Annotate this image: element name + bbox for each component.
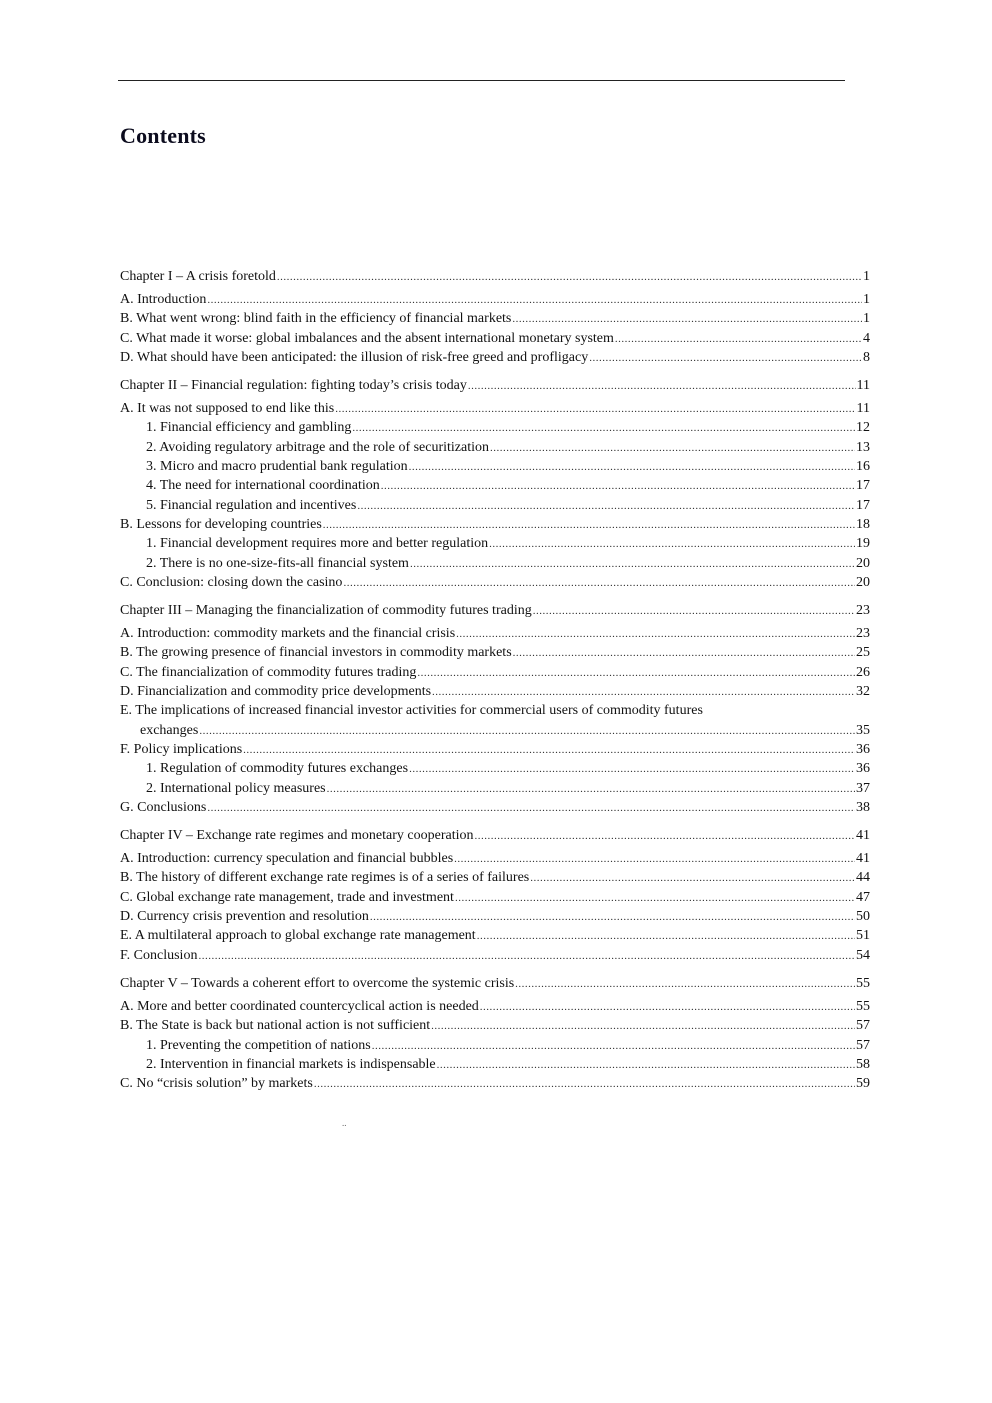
toc-page-number: 20: [856, 574, 870, 590]
toc-label: A. Introduction: [120, 292, 207, 307]
toc-entry[interactable]: [120, 888, 870, 907]
toc-label: E. A multilateral approach to global exchange rate management: [120, 928, 476, 944]
toc-subentry[interactable]: [120, 759, 870, 778]
toc-entry[interactable]: [120, 926, 870, 945]
toc-page-number: 23: [856, 626, 870, 642]
toc-page-number: 11: [856, 378, 870, 394]
toc-entry[interactable]: [120, 573, 870, 592]
dot-leader: [615, 329, 862, 349]
dot-leader: [530, 868, 855, 888]
dot-leader: [454, 849, 855, 869]
toc-chapter-heading[interactable]: [120, 600, 870, 621]
dot-leader: [352, 418, 855, 438]
toc-entry[interactable]: [120, 399, 870, 418]
dot-leader: [437, 1055, 855, 1075]
toc-label: B. What went wrong: blind faith in the efficiency of financial markets: [120, 311, 512, 327]
toc-label: A. It was not supposed to end like this: [120, 401, 335, 417]
dot-leader: [372, 1036, 855, 1056]
toc-page-number: 26: [856, 664, 870, 680]
toc-page-number: 13: [856, 439, 870, 455]
dot-leader: [475, 825, 856, 847]
toc-label: exchanges: [140, 722, 199, 738]
toc-page-number: 18: [856, 516, 870, 532]
dot-leader: [409, 457, 855, 477]
dot-leader: [410, 554, 855, 574]
toc-label: 2. Avoiding regulatory arbitrage and the role of securitization: [146, 439, 490, 455]
toc-page-number: 50: [856, 909, 870, 925]
dot-leader: [327, 779, 855, 799]
toc-page-number: 57: [856, 1037, 870, 1053]
toc-entry[interactable]: [120, 907, 870, 926]
toc-label: C. Global exchange rate management, trade and investment: [120, 889, 454, 905]
toc-subentry[interactable]: [120, 534, 870, 553]
dot-leader: [417, 663, 855, 683]
top-rule: [118, 80, 845, 81]
toc-page-number: 35: [856, 722, 870, 738]
toc-label: D. Currency crisis prevention and resolution: [120, 909, 369, 925]
dot-leader: [533, 600, 855, 622]
dot-leader: [512, 309, 862, 329]
dot-leader: [207, 290, 862, 310]
chapter-2: [120, 375, 870, 592]
toc-page-number: 20: [856, 555, 870, 571]
dot-leader: [207, 798, 855, 818]
toc-page-number: 32: [856, 684, 870, 700]
dot-leader: [314, 1074, 855, 1094]
dot-leader: [477, 926, 855, 946]
toc-label: 1. Regulation of commodity futures exchanges: [146, 761, 409, 777]
toc-label: C. No “crisis solution” by markets: [120, 1076, 313, 1092]
dot-leader: [381, 476, 855, 496]
toc-page-number: 55: [856, 998, 870, 1014]
toc-label: 2. International policy measures: [146, 780, 326, 796]
toc-label: E. The implications of increased financial investor activities for commercial users of commodity futures: [120, 703, 703, 719]
chapter-1: [120, 266, 870, 367]
toc-entry[interactable]: [120, 329, 870, 348]
toc-chapter-heading[interactable]: [120, 375, 870, 396]
toc-label: A. Introduction: currency speculation and financial bubbles: [120, 851, 454, 867]
toc-page-number: 16: [856, 459, 870, 475]
toc-subentry[interactable]: [120, 457, 870, 476]
toc-page-number: 47: [856, 889, 870, 905]
toc-entry[interactable]: [120, 309, 870, 328]
toc-label: 3. Micro and macro prudential bank regulation: [146, 459, 408, 475]
dot-leader: [490, 438, 855, 458]
toc-page-number: 55: [856, 975, 870, 991]
toc-label: 1. Preventing the competition of nations: [146, 1037, 371, 1053]
toc-label: C. The financialization of commodity futures trading: [120, 664, 417, 680]
toc-page-number: 41: [856, 828, 870, 844]
toc-entry[interactable]: [120, 849, 870, 868]
toc-label: 1. Financial development requires more and better regulation: [146, 536, 489, 552]
toc-entry[interactable]: [120, 946, 870, 965]
dot-leader: [468, 375, 856, 397]
toc-label: C. Conclusion: closing down the casino: [120, 574, 343, 590]
toc-label: B. Lessons for developing countries: [120, 516, 322, 532]
toc-entry[interactable]: [120, 682, 870, 701]
toc-page-number: 4: [863, 330, 870, 346]
toc-label: B. The State is back but national action is not sufficient: [120, 1018, 431, 1034]
dot-leader: [243, 740, 855, 760]
toc-label: C. What made it worse: global imbalances and the absent international monetary system: [120, 330, 614, 346]
toc-label: Chapter IV – Exchange rate regimes and monetary cooperation: [120, 828, 474, 844]
toc-entry[interactable]: [120, 643, 870, 662]
toc-subentry[interactable]: [120, 418, 870, 437]
toc-entry[interactable]: [120, 798, 870, 817]
footer-mark: ..: [342, 1118, 347, 1128]
dot-leader: [480, 997, 855, 1017]
toc-label: 5. Financial regulation and incentives: [146, 497, 357, 513]
table-of-contents: [120, 266, 870, 1101]
toc-entry[interactable]: [120, 624, 870, 643]
toc-page-number: 11: [856, 401, 870, 417]
dot-leader: [455, 888, 855, 908]
toc-label: 2. There is no one-size-fits-all financial system: [146, 555, 409, 571]
toc-page-number: 23: [856, 603, 870, 619]
dot-leader: [409, 759, 855, 779]
toc-subentry[interactable]: [120, 554, 870, 573]
toc-page-number: 41: [856, 851, 870, 867]
toc-page-number: 44: [856, 870, 870, 886]
toc-page-number: 58: [856, 1056, 870, 1072]
dot-leader: [513, 643, 855, 663]
toc-label: 4. The need for international coordination: [146, 478, 380, 494]
toc-page-number: 1: [863, 269, 870, 284]
toc-entry-continuation: [120, 721, 870, 740]
page-title: Contents: [120, 123, 206, 148]
toc-chapter-heading[interactable]: [120, 973, 870, 994]
toc-label: 2. Intervention in financial markets is indispensable: [146, 1056, 436, 1072]
toc-page-number: 8: [863, 349, 870, 365]
toc-chapter-heading[interactable]: [120, 266, 870, 287]
toc-entry[interactable]: [120, 740, 870, 759]
dot-leader: [343, 573, 855, 593]
toc-subentry[interactable]: [120, 438, 870, 457]
toc-entry[interactable]: [120, 515, 870, 534]
toc-subentry[interactable]: [120, 476, 870, 495]
toc-page-number: 38: [856, 799, 870, 815]
chapter-3: [120, 600, 870, 817]
toc-page-number: 17: [856, 478, 870, 494]
toc-page-number: 19: [856, 536, 870, 552]
toc-page-number: 1: [863, 292, 870, 307]
toc-page-number: 37: [856, 780, 870, 796]
toc-label: D. What should have been anticipated: the illusion of risk-free greed and profligacy: [120, 349, 589, 365]
dot-leader: [515, 973, 855, 995]
toc-chapter-heading[interactable]: [120, 825, 870, 846]
toc-label: A. More and better coordinated countercyclical action is needed: [120, 998, 479, 1014]
toc-label: Chapter III – Managing the financialization of commodity futures trading: [120, 603, 532, 619]
toc-page-number: 51: [856, 928, 870, 944]
toc-subentry[interactable]: [120, 779, 870, 798]
toc-label: Chapter V – Towards a coherent effort to overcome the systemic crisis: [120, 975, 515, 991]
toc-entry[interactable]: [120, 868, 870, 887]
dot-leader: [277, 266, 862, 288]
chapter-4: [120, 825, 870, 965]
toc-page-number: 36: [856, 741, 870, 757]
toc-page-number: 57: [856, 1018, 870, 1034]
toc-label: A. Introduction: commodity markets and the financial crisis: [120, 626, 456, 642]
toc-page-number: 25: [856, 645, 870, 661]
toc-page-number: 59: [856, 1076, 870, 1092]
dot-leader: [199, 721, 855, 741]
dot-leader: [489, 534, 855, 554]
dot-leader: [589, 348, 862, 368]
chapter-5: [120, 973, 870, 1093]
dot-leader: [357, 496, 855, 516]
toc-entry-wrapped[interactable]: [120, 701, 870, 740]
toc-entry[interactable]: [120, 290, 870, 309]
toc-page-number: 12: [856, 420, 870, 436]
toc-label: Chapter I – A crisis foretold: [120, 269, 276, 284]
toc-page-number: 54: [856, 947, 870, 963]
toc-label: D. Financialization and commodity price developments: [120, 684, 432, 700]
toc-entry[interactable]: [120, 663, 870, 682]
toc-label: B. The history of different exchange rate regimes is of a series of failures: [120, 870, 530, 886]
dot-leader: [335, 399, 855, 419]
dot-leader: [431, 1016, 855, 1036]
toc-label: F. Policy implications: [120, 741, 243, 757]
toc-label: Chapter II – Financial regulation: fighting today’s crisis today: [120, 378, 467, 394]
toc-label: 1. Financial efficiency and gambling: [146, 420, 352, 436]
dot-leader: [432, 682, 855, 702]
toc-entry[interactable]: [120, 997, 870, 1016]
toc-label: F. Conclusion: [120, 947, 198, 963]
dot-leader: [456, 624, 855, 644]
toc-entry[interactable]: [120, 348, 870, 367]
toc-page-number: 17: [856, 497, 870, 513]
dot-leader: [370, 907, 855, 927]
toc-entry[interactable]: [120, 1016, 870, 1035]
dot-leader: [198, 946, 855, 966]
toc-label: G. Conclusions: [120, 799, 207, 815]
toc-subentry[interactable]: [120, 496, 870, 515]
toc-page-number: 36: [856, 761, 870, 777]
toc-subentry[interactable]: [120, 1055, 870, 1074]
toc-entry[interactable]: [120, 1074, 870, 1093]
dot-leader: [323, 515, 855, 535]
toc-page-number: 1: [863, 311, 870, 327]
toc-label: B. The growing presence of financial investors in commodity markets: [120, 645, 512, 661]
toc-subentry[interactable]: [120, 1036, 870, 1055]
